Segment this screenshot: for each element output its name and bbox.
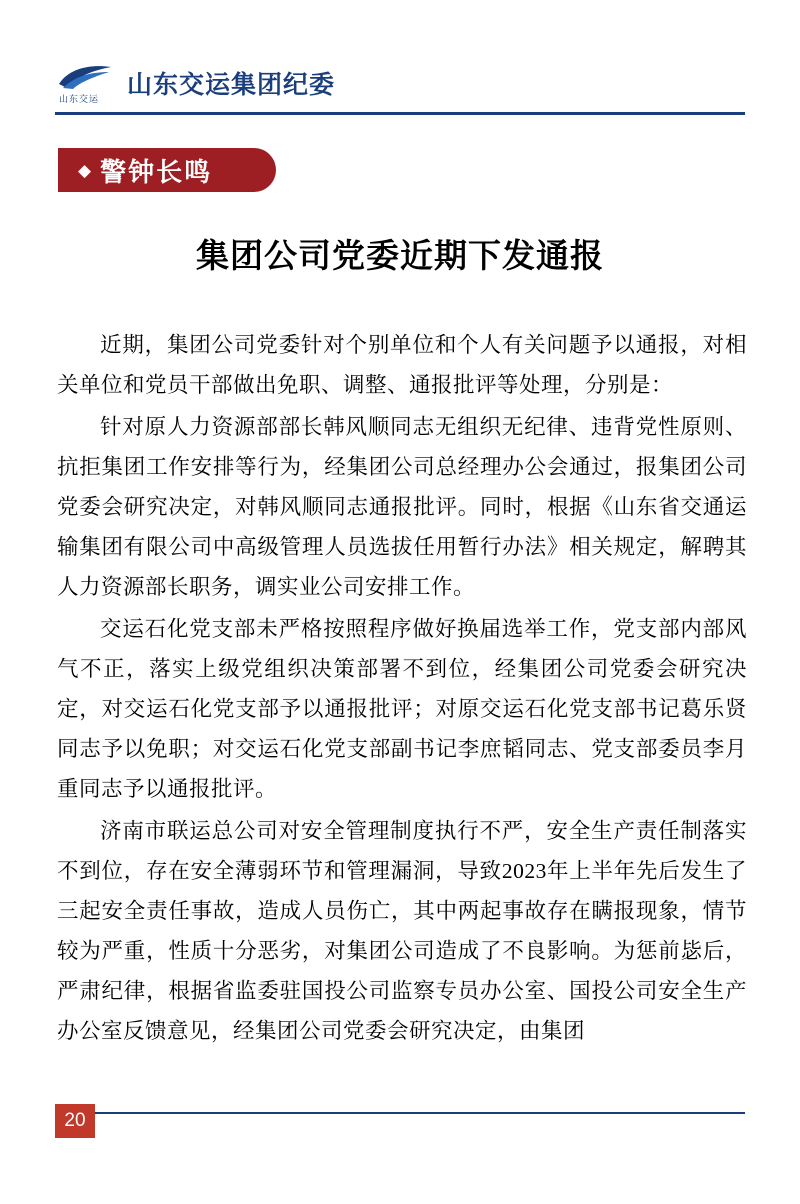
footer-divider — [55, 1112, 745, 1114]
swoosh-logo-icon — [57, 64, 113, 90]
diamond-icon: ◆ — [78, 160, 92, 180]
paragraph: 近期，集团公司党委针对个别单位和个人有关问题予以通报，对相关单位和党员干部做出免职、调整、通报批评等处理，分别是： — [57, 333, 747, 397]
page-header — [55, 60, 745, 112]
paragraph: 针对原人力资源部部长韩风顺同志无组织无纪律、违背党性原则、抗拒集团工作安排等行为，经集团公司总经理办公会通过，报集团公司党委会研究决定，对韩风顺同志通报批评。同时，根据《山东省交通运输集团有限公司中高级管理人员选拔任用暂行办法》相关规定，解聘其人力资源部长职务，调实业公司安排工作。 — [57, 415, 747, 599]
header-divider — [55, 112, 745, 115]
paragraph: 交运石化党支部未严格按照程序做好换届选举工作，党支部内部风气不正，落实上级党组织决策部署不到位，经集团公司党委会研究决定，对交运石化党支部予以通报批评；对原交运石化党支部书记葛乐贤同志予以免职；对交运石化党支部副书记李庶韬同志、党支部委员李月重同志予以通报批评。 — [57, 617, 747, 801]
section-tag — [58, 148, 276, 192]
logo-wordmark: 山东交运 — [59, 94, 100, 104]
company-logo — [55, 62, 117, 110]
section-tag-label: 警钟长鸣 — [100, 157, 213, 187]
page-title: 集团公司党委近期下发通报 — [196, 239, 604, 275]
org-name: 山东交运集团纪委 — [127, 70, 336, 99]
paragraph: 济南市联运总公司对安全管理制度执行不严，安全生产责任制落实不到位，存在安全薄弱环节和管理漏洞，导致2023年上半年先后发生了三起安全责任事故，造成人员伤亡，其中两起事故存在瞒报现象，情节较为严重，性质十分恶劣，对集团公司造成了不良影响。为惩前毖后，严肃纪律，根据省监委驻国投公司监察专员办公室、国投公司安全生产办公室反馈意见，经集团公司党委会研究决定，由集团 — [57, 819, 747, 1043]
article-body — [57, 325, 747, 1053]
page-number-badge: 20 — [55, 1104, 95, 1138]
